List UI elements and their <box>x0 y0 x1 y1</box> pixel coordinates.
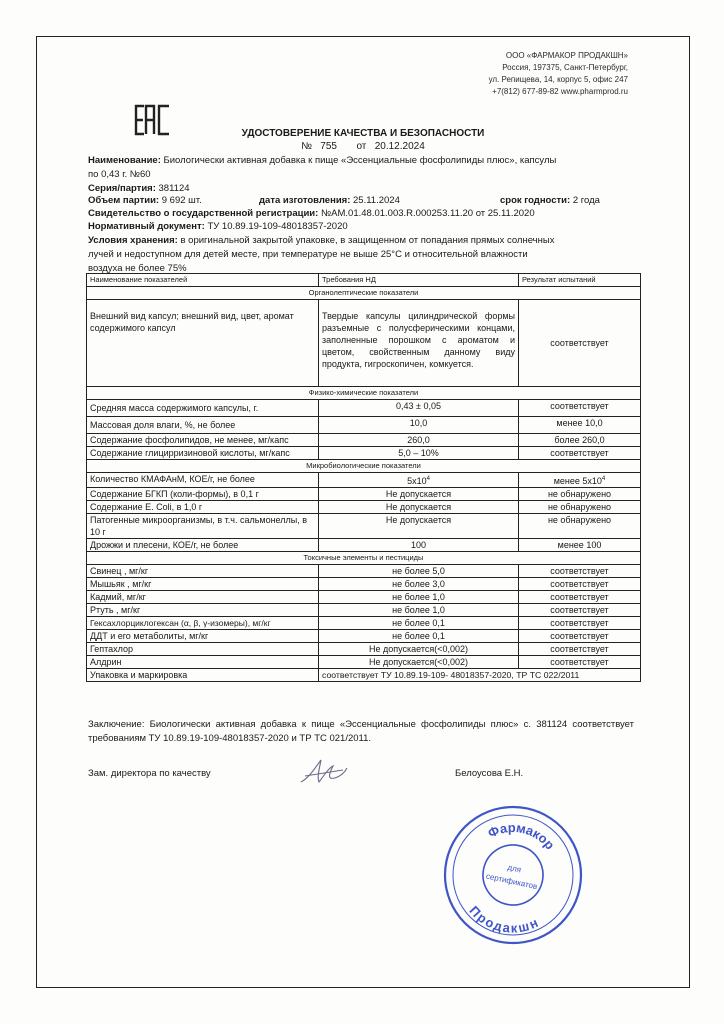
document-number: № 755 от 20.12.2024 <box>301 141 425 152</box>
stamp-top-text: Фармакор <box>485 819 558 853</box>
company-address: Россия, 197375, Санкт-Петербург, <box>502 63 628 72</box>
company-block <box>489 50 628 98</box>
table-row: Количество КМАФАнМ, КОЕ/г, не более $5x10^4$ менее $5x10^4$ <box>87 473 641 488</box>
signature <box>295 752 355 788</box>
quality-table <box>86 273 641 682</box>
company-stamp <box>438 800 588 950</box>
company-contacts: +7(812) 677-89-82 www.pharmprod.ru <box>492 87 628 96</box>
field-series: Серия/партия: 381124 <box>88 183 190 194</box>
table-row: Свинец , мг/кг не более 5,0 соответствует <box>87 565 641 578</box>
table-row: Внешний вид капсул; внешний вид, цвет, аромат содержимого капсул Твердые капсулы цилиндрической формы разъемные с полусферическими концами, заполненные порошком с ароматом и цветом, свойственным данному виду продукта, гигроскопичен, комкуется. соответствует <box>87 300 641 387</box>
table-row: Кадмий, мг/кг не более 1,0 соответствует <box>87 591 641 604</box>
table-row: Дрожжи и плесени, КОЕ/г, не более 100 менее 100 <box>87 539 641 552</box>
field-normative: Нормативный документ: ТУ 10.89.19-109-48018357-2020 <box>88 221 348 232</box>
section-organoleptic: Органолептические показатели <box>87 287 641 300</box>
company-street: ул. Репищева, 14, корпус 5, офис 247 <box>488 75 628 84</box>
table-row: Содержание глицирризиновой кислоты, мг/капс 5,0 – 10% соответствует <box>87 447 641 460</box>
field-expiry: срок годности: 2 года <box>500 195 600 206</box>
field-storage: Условия хранения: в оригинальной закрытой упаковке, в защищенном от попадания прямых солнечных лучей и недоступном для детей месте, при температуре не выше 25°С и относительной влажности воздуха не более 75% <box>88 235 555 274</box>
table-row: Патогенные микроорганизмы, в т.ч. сальмонеллы, в 10 г Не допускается не обнаружено <box>87 514 641 539</box>
table-row: Гексахлорциклогексан (α, β, γ-изомеры), мг/кг не более 0,1 соответствует <box>87 617 641 630</box>
stamp-bottom-text: Продакшн <box>466 902 541 936</box>
table-row: Содержание E. Coli, в 1,0 г Не допускается не обнаружено <box>87 501 641 514</box>
table-header: Наименование показателей Требования НД Результат испытаний <box>87 274 641 287</box>
field-volume: Объем партии: 9 692 шт. дата изготовления: 25.11.2024 срок годности: 2 года <box>88 195 600 206</box>
table-row: Средняя масса содержимого капсулы, г. 0,43 ± 0,05 соответствует <box>87 400 641 417</box>
table-row: Содержание фосфолипидов, не менее, мг/капс 260,0 более 260,0 <box>87 434 641 447</box>
field-made: дата изготовления: 25.11.2024 <box>259 195 400 206</box>
table-row: Массовая доля влаги, %, не более 10,0 менее 10,0 <box>87 417 641 434</box>
section-micro: Микробиологические показатели <box>87 460 641 473</box>
section-toxic: Токсичные элементы и пестициды <box>87 552 641 565</box>
table-row: Гептахлор Не допускается(<0,002) соответствует <box>87 643 641 656</box>
table-row: Мышьяк , мг/кг не более 3,0 соответствует <box>87 578 641 591</box>
doc-number-value: 755 <box>320 141 337 152</box>
conclusion: Заключение: Биологически активная добавка к пище «Эссенциальные фосфолипиды плюс» с. 381124 соответствует требованиям ТУ 10.89.19-109-48018357-2020 и ТР ТС 021/2011. <box>88 719 634 744</box>
field-name: Наименование: Биологически активная добавка к пище «Эссенциальные фосфолипиды плюс», капсулы по 0,43 г. №60 <box>88 155 557 180</box>
document-title: УДОСТОВЕРЕНИЕ КАЧЕСТВА И БЕЗОПАСНОСТИ <box>241 128 485 139</box>
table-row: Алдрин Не допускается(<0,002) соответствует <box>87 656 641 669</box>
company-name: ООО «ФАРМАКОР ПРОДАКШН» <box>505 51 628 60</box>
table-row: ДДТ и его метаболиты, мг/кг не более 0,1 соответствует <box>87 630 641 643</box>
stamp-center-2: сертификатов <box>485 871 539 892</box>
signatory-name: Белоусова Е.Н. <box>455 768 524 779</box>
stamp-center-1: для <box>506 862 522 875</box>
table-row: Упаковка и маркировка соответствует ТУ 10.89.19-109- 48018357-2020, ТР ТС 022/2011 <box>87 669 641 682</box>
doc-date-value: 20.12.2024 <box>374 141 425 152</box>
field-registration: Свидетельство о государственной регистрации: №AM.01.48.01.003.R.000253.11.20 от 25.11.2020 <box>88 208 535 219</box>
signatory-role: Зам. директора по качеству <box>88 768 211 779</box>
section-physchem: Физико-химические показатели <box>87 387 641 400</box>
table-row: Содержание БГКП (коли-формы), в 0,1 г Не допускается не обнаружено <box>87 488 641 501</box>
table-row: Ртуть , мг/кг не более 1,0 соответствует <box>87 604 641 617</box>
